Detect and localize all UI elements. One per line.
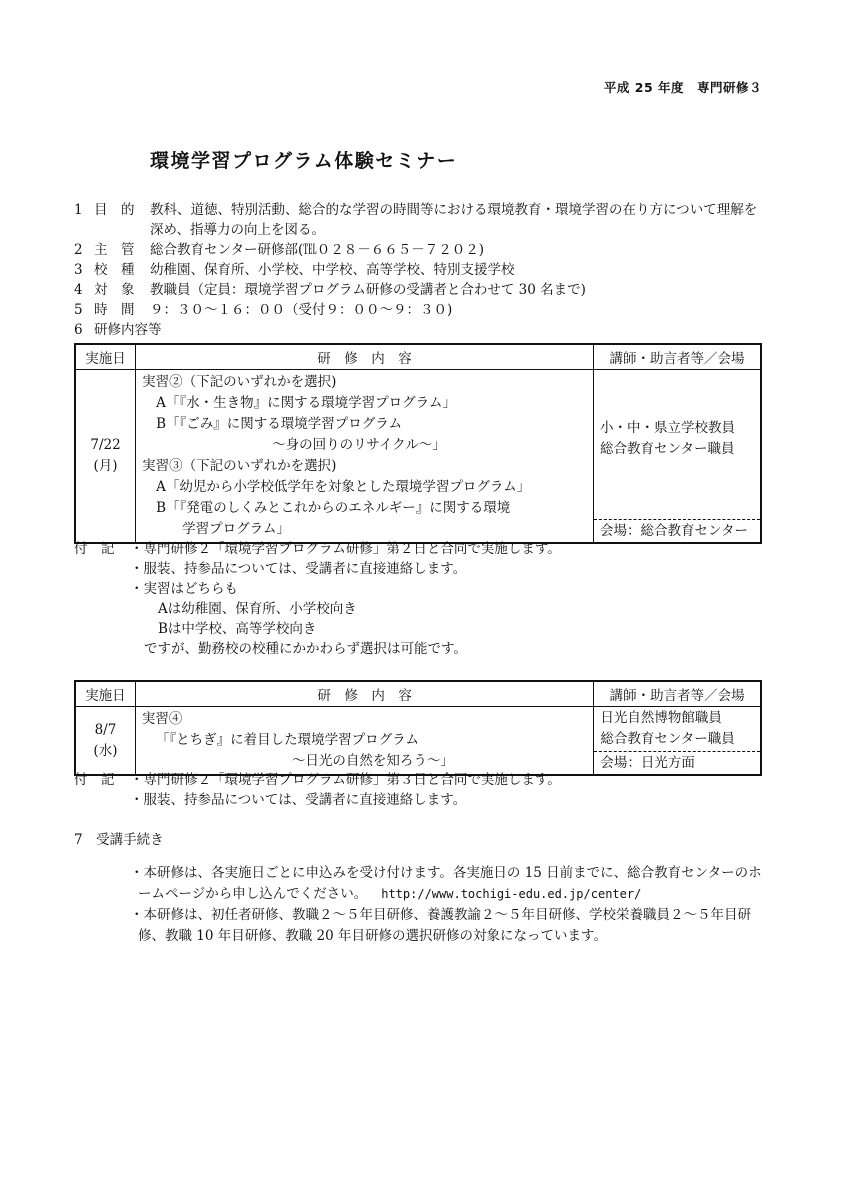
note-label: 付 記 <box>74 541 115 557</box>
item-target <box>74 280 774 300</box>
col-header-date: 実施日 <box>75 681 135 707</box>
table-row <box>75 370 761 544</box>
lecturer-name: 総合教育センター職員 <box>600 731 735 747</box>
item-key: 研修内容等 <box>94 322 162 338</box>
table-row <box>75 707 761 776</box>
content-line: B「『ごみ』に関する環境学習プログラム <box>156 416 403 432</box>
content-line: 実習③（下記のいずれかを選択) <box>142 458 337 474</box>
item-value: 幼稚園、保育所、小学校、中学校、高等学校、特別支援学校 <box>150 262 515 278</box>
lecturer-cell <box>593 370 761 544</box>
procedure-bullet-2 <box>74 905 774 947</box>
lecturer-name: 小・中・県立学校教員 <box>599 420 735 436</box>
content-line: B「『発電のしくみとこれからのエネルギー』に関する環境 <box>156 500 511 516</box>
outline-items <box>74 200 774 340</box>
col-header-content: 研 修 内 容 <box>135 681 593 707</box>
procedure-bullet-1 <box>74 863 774 905</box>
note-line: ・実習はどちらも <box>130 581 238 597</box>
bullet-text: ・本研修は、初任者研修、教職２～５年目研修、養護教諭２～５年目研修、学校栄養職員２～５年目研 <box>130 907 751 923</box>
item-value: 総合教育センター研修部(℡０２８－６６５－７２０２) <box>150 242 484 258</box>
notes-1 <box>74 539 774 659</box>
date-cell <box>75 707 135 776</box>
item-continuation: 深め、指導力の向上を図る。 <box>150 222 325 238</box>
lecturer-name: 総合教育センター職員 <box>599 441 735 457</box>
content-cell <box>135 707 593 776</box>
note-line: ・服装、持参品については、受講者に直接連絡します。 <box>130 561 467 577</box>
item-contents <box>74 320 774 340</box>
note-row <box>74 770 774 790</box>
date-value: 7/22 <box>90 437 121 453</box>
content-line: 学習プログラム」 <box>182 521 290 537</box>
note-line: ですが、勤務校の校種にかかわらず選択は可能です。 <box>144 641 467 657</box>
col-header-date: 実施日 <box>75 344 136 370</box>
schedule-table-1 <box>74 343 762 544</box>
note-line: ・専門研修２「環境学習プログラム研修」第３日と合同で実施します。 <box>130 772 561 788</box>
procedure-section <box>74 830 774 947</box>
note-line: Aは幼稚園、保育所、小学校向き <box>158 601 357 617</box>
venue-label: 会場：総合教育センター <box>594 519 760 542</box>
item-key: 目 的 <box>94 202 135 218</box>
lecturer-name: 日光自然博物館職員 <box>600 710 722 726</box>
item-number: 4 <box>74 282 83 298</box>
item-number: 6 <box>74 322 83 338</box>
bullet-text: ・本研修は、各実施日ごとに申込みを受け付けます。各実施日の 15 日前までに、総合教育センターのホ <box>130 865 762 881</box>
item-number: 3 <box>74 262 83 278</box>
bullet-continuation <box>130 884 774 905</box>
item-key: 校 種 <box>94 262 135 278</box>
item-key: 対 象 <box>94 282 135 298</box>
lecturer-cell <box>594 707 761 776</box>
col-header-lecturer: 講師・助言者等／会場 <box>593 344 761 370</box>
content-line: 「『とちぎ』に着目した環境学習プログラム <box>155 732 420 748</box>
item-number: 1 <box>74 202 83 218</box>
content-line: 実習④ <box>141 711 183 727</box>
procedure-heading: 7 受講手続き <box>74 832 164 848</box>
item-number: 2 <box>74 242 83 258</box>
date-cell <box>75 370 136 544</box>
item-school-types <box>74 260 774 280</box>
item-value: 教科、道徳、特別活動、総合的な学習の時間等における環境教育・環境学習の在り方について理解を <box>150 202 758 218</box>
weekday-value: (水) <box>93 742 118 759</box>
date-value: 8/7 <box>94 721 117 738</box>
weekday-value: (月) <box>93 458 118 474</box>
note-line: ・服装、持参品については、受講者に直接連絡します。 <box>130 792 467 808</box>
notes-2 <box>74 770 774 810</box>
col-header-lecturer: 講師・助言者等／会場 <box>594 681 761 707</box>
item-value: 教職員（定員：環境学習プログラム研修の受講者と合わせて 30 名まで) <box>150 282 586 298</box>
content-line: A「『水・生き物』に関する環境学習プログラム」 <box>156 395 456 411</box>
item-value: ９：３０～１６：００（受付９：００～９：３０) <box>150 302 453 318</box>
item-time <box>74 300 774 320</box>
content-line: ～日光の自然を知ろう～」 <box>291 753 454 769</box>
item-purpose <box>74 200 774 220</box>
bullet-continuation: 修、教職 10 年目研修、教職 20 年目研修の選択研修の対象になっています。 <box>138 928 607 944</box>
item-key: 時 間 <box>94 302 135 318</box>
header-tag: 平成 25 年度 専門研修３ <box>603 80 762 95</box>
note-row <box>74 539 774 559</box>
center-url-link[interactable]: http://www.tochigi-edu.ed.jp/center/ <box>381 887 642 901</box>
bullet-text: ームページから申し込んでください。 <box>138 886 368 902</box>
venue-label: 会場：日光方面 <box>594 751 760 774</box>
lecturer-list <box>594 370 760 464</box>
schedule-table-2 <box>74 680 762 776</box>
content-cell <box>136 370 594 544</box>
col-header-content: 研 修 内 容 <box>136 344 594 370</box>
note-line: ・専門研修２「環境学習プログラム研修」第２日と合同で実施します。 <box>130 541 561 557</box>
content-line: 実習②（下記のいずれかを選択) <box>142 374 337 390</box>
note-line: Bは中学校、高等学校向き <box>158 621 317 637</box>
content-line: A「幼児から小学校低学年を対象とした環境学習プログラム」 <box>156 479 531 495</box>
item-organizer <box>74 240 774 260</box>
item-number: 5 <box>74 302 83 318</box>
item-key: 主 管 <box>94 242 135 258</box>
note-label: 付 記 <box>74 772 115 788</box>
lecturer-list <box>594 707 760 754</box>
page-title: 環境学習プログラム体験セミナー <box>150 150 458 172</box>
content-line: ～身の回りのリサイクル～」 <box>272 437 446 453</box>
